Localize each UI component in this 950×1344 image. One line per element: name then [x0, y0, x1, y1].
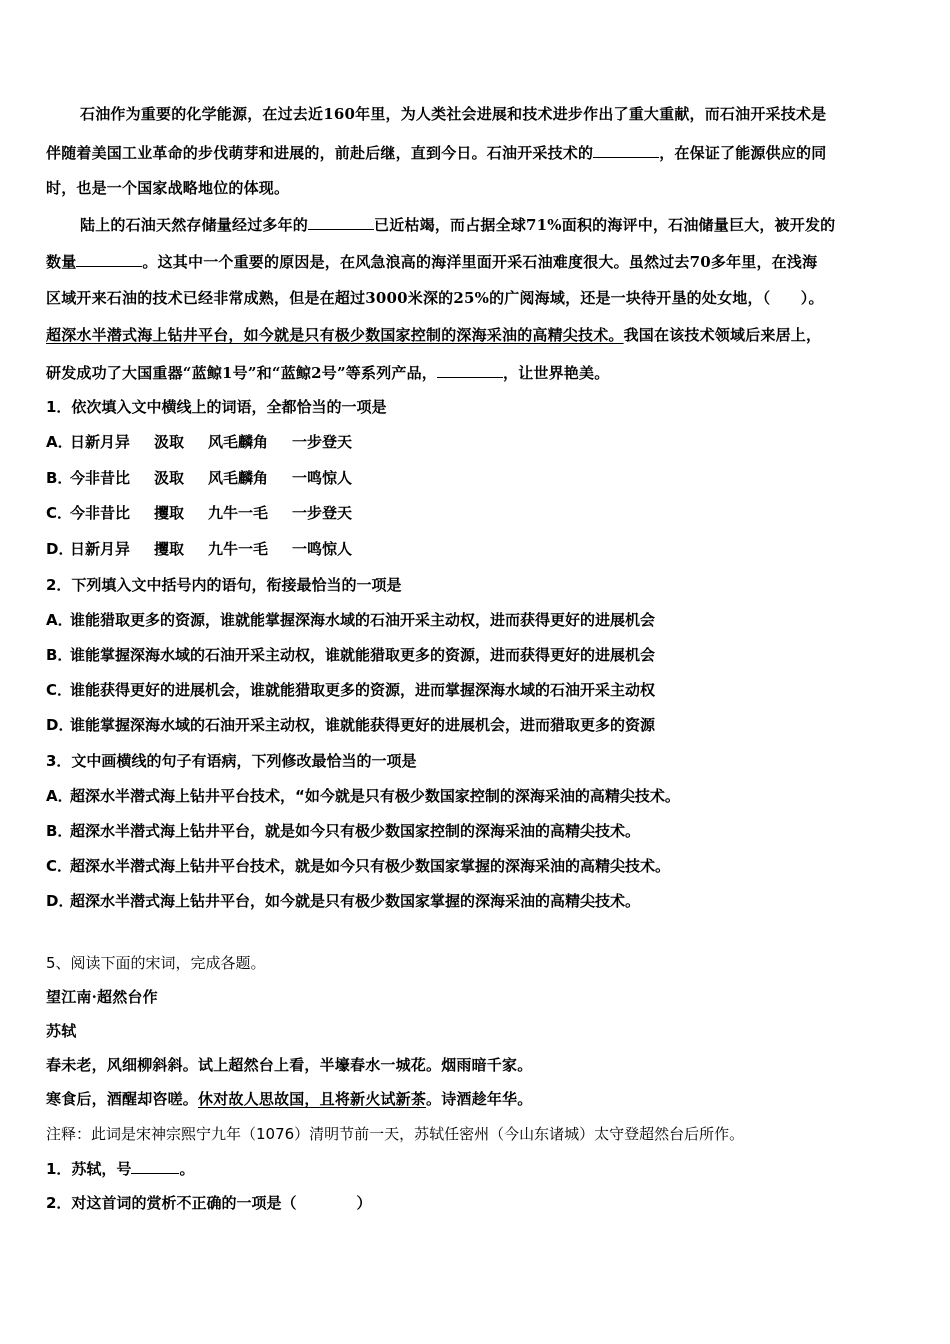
poem-note: 注释：此词是宋神宗熙宁九年（1076）清明节前一天，苏轼任密州（今山东诸城）太守登超然台后所作。: [46, 1125, 745, 1143]
question-stem: 1．依次填入文中横线上的词语，全都恰当的一项是: [46, 398, 387, 416]
answer-blank[interactable]: [437, 362, 503, 378]
option-b[interactable]: B．今非昔比 汲取 风毛麟角 一鸣惊人: [46, 469, 353, 487]
passage-line: [80, 214, 835, 235]
passage-line: [46, 251, 817, 272]
passage-text: ，让世界艳美。: [503, 364, 610, 382]
passage-line: [46, 142, 826, 163]
passage-text: 研发成功了大国重器“蓝鲸1号”和“蓝鲸2号”等系列产品，: [46, 364, 437, 382]
answer-blank[interactable]: [593, 142, 659, 158]
poem-line: 寒食后，酒醒却咨嗟。休对故人思故国，且将新火试新茶。诗酒趁年华。: [46, 1090, 533, 1108]
section-heading: 5、阅读下面的宋词，完成各题。: [46, 954, 266, 972]
answer-blank[interactable]: [131, 1158, 179, 1174]
passage-text: 区域开来石油的技术已经非常成熟，但是在超过3000米深的25%的广阅海域，还是一块待开垦的处女地，（ ）。: [46, 289, 824, 307]
option-a[interactable]: A．谁能猎取更多的资源，谁就能掌握深海水域的石油开采主动权，进而获得更好的进展机会: [46, 611, 656, 629]
passage-line: [46, 178, 289, 198]
answer-blank[interactable]: [308, 214, 374, 230]
option-b[interactable]: B．超深水半潜式海上钻井平台，就是如今只有极少数国家控制的深海采油的高精尖技术。: [46, 822, 641, 840]
answer-blank[interactable]: [76, 251, 142, 267]
passage-text: 已近枯竭，而占据全球71%面积的海评中，石油储量巨大，被开发的: [374, 216, 836, 234]
underlined-sentence: 超深水半潜式海上钻井平台，如今就是只有极少数国家控制的深海采油的高精尖技术。: [46, 326, 624, 344]
poem-title: 望江南·超然台作: [46, 988, 158, 1006]
option-c[interactable]: C．超深水半潜式海上钻井平台技术，就是如今只有极少数国家掌握的深海采油的高精尖技术。: [46, 857, 671, 875]
question-stem: 2．对这首词的赏析不正确的一项是（ ）: [46, 1194, 372, 1212]
passage-line: [46, 362, 609, 383]
question-stem: 3．文中画横线的句子有语病，下列修改最恰当的一项是: [46, 752, 417, 770]
poem-author: 苏轼: [46, 1022, 77, 1040]
option-d[interactable]: D．日新月异 攫取 九牛一毛 一鸣惊人: [46, 540, 353, 558]
passage-line: [80, 104, 826, 124]
poem-line: 春未老，风细柳斜斜。试上超然台上看，半壕春水一城花。烟雨暗千家。: [46, 1056, 533, 1074]
option-c[interactable]: C．今非昔比 攫取 九牛一毛 一步登天: [46, 504, 353, 522]
question-stem: 2．下列填入文中括号内的语句，衔接最恰当的一项是: [46, 576, 402, 594]
option-c[interactable]: C．谁能获得更好的进展机会，谁就能猎取更多的资源，进而掌握深海水域的石油开采主动权: [46, 681, 656, 699]
question-stem: 1．苏轼，号 。: [46, 1160, 195, 1178]
passage-text: 我国在该技术领域后来居上，: [623, 326, 822, 344]
underlined-sentence: 休对故人思故国，且将新火试新茶: [198, 1090, 427, 1108]
passage-text: 时，也是一个国家战略地位的体现。: [46, 179, 290, 197]
option-d[interactable]: D．超深水半潜式海上钻井平台，如今就是只有极少数国家掌握的深海采油的高精尖技术。: [46, 892, 641, 910]
passage-line: [46, 325, 821, 345]
passage-text: 伴随着美国工业革命的步伐萌芽和进展的，前赴后继，直到今日。石油开采技术的: [46, 144, 594, 162]
passage-text: 。这其中一个重要的原因是，在风急浪高的海洋里面开采石油难度很大。虽然过去70多年里，在浅海: [142, 253, 818, 271]
option-a[interactable]: A．日新月异 汲取 风毛麟角 一步登天: [46, 433, 353, 451]
option-d[interactable]: D．谁能掌握深海水域的石油开采主动权，谁就能获得更好的进展机会，进而猎取更多的资源: [46, 716, 656, 734]
passage-text: ，在保证了能源供应的同: [659, 144, 827, 162]
option-a[interactable]: A．超深水半潜式海上钻井平台技术，“如今就是只有极少数国家控制的深海采油的高精尖技术。: [46, 787, 680, 805]
passage-text: 数量: [46, 253, 77, 271]
passage-text: 石油作为重要的化学能源，在过去近160年里，为人类社会进展和技术进步作出了重大重献，而石油开采技术是: [80, 105, 827, 123]
passage-line: [46, 288, 824, 308]
passage-text: 陆上的石油天然存储量经过多年的: [80, 216, 309, 234]
option-b[interactable]: B．谁能掌握深海水域的石油开采主动权，谁就能猎取更多的资源，进而获得更好的进展机会: [46, 646, 656, 664]
